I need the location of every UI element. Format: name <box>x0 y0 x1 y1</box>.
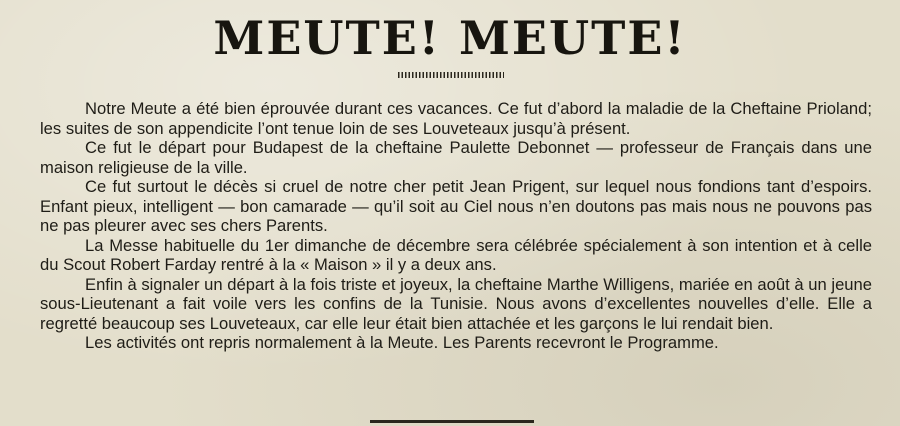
article-body <box>40 99 872 353</box>
paragraph: Notre Meute a été bien éprouvée durant ces vacances. Ce fut d’abord la maladie de la Cheftaine Prioland; les suites de son appendicite l’ont tenue loin de ses Louveteaux jusqu’à présent. <box>40 99 872 138</box>
paragraph: Ce fut le départ pour Budapest de la cheftaine Paulette Debonnet — professeur de Français dans une maison religieuse de la ville. <box>40 138 872 177</box>
paragraph: La Messe habituelle du 1er dimanche de décembre sera célébrée spécialement à son intention et à celle du Scout Robert Farday rentré à la « Maison » il y a deux ans. <box>40 235 872 274</box>
paragraph: Ce fut surtout le décès si cruel de notre cher petit Jean Prigent, sur lequel nous fondions tant d’espoirs. Enfant pieux, intelligent — bon camarade — qu’il soit au Ciel nous n’en doutons pas mais nous ne pouvons pas ne pas pleurer avec ses chers Parents. <box>40 177 872 235</box>
bottom-divider <box>370 420 534 423</box>
paragraph: Enfin à signaler un départ à la fois triste et joyeux, la cheftaine Marthe Willigens, mariée en août à un jeune sous-Lieutenant a fait voile vers les confins de la Tunisie. Nous avons d’excellentes nouvelles d’elle. Elle a regretté beaucoup ses Louveteaux, car elle leur était bien attachée et les garçons le lui rendait bien. <box>40 274 872 333</box>
paragraph: Les activités ont repris normalement à la Meute. Les Parents recevront le Programme. <box>85 333 719 352</box>
article-title: MEUTE! MEUTE! <box>213 11 687 65</box>
title-dotted-rule <box>398 72 504 78</box>
